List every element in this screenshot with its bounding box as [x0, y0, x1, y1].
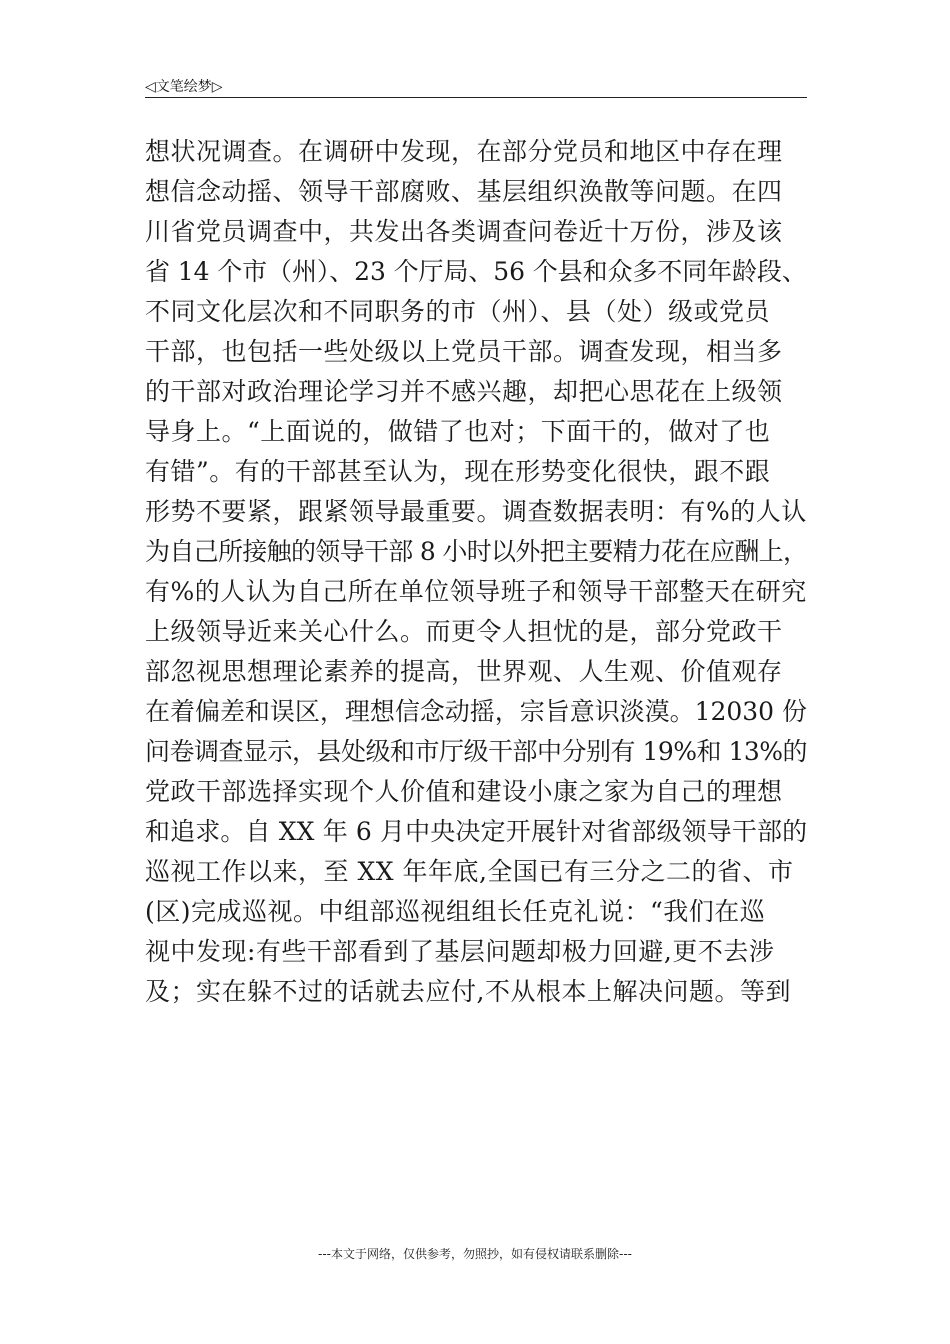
- text-line: 想状况调查。在调研中发现，在部分党员和地区中存在理: [145, 137, 783, 166]
- text-line: 干部，也包括一些处级以上党员干部。调查发现，相当多: [145, 337, 783, 366]
- text-line: 和追求。自 XX 年 6 月中央决定开展针对省部级领导干部的: [145, 817, 808, 846]
- text-line: 导身上。“上面说的，做错了也对；下面干的，做对了也: [145, 417, 771, 446]
- text-line: 在着偏差和误区，理想信念动摇，宗旨意识淡漠。12030 份: [145, 697, 807, 726]
- page-header: [145, 76, 807, 96]
- text-line: 想信念动摇、领导干部腐败、基层组织涣散等问题。在四: [145, 177, 783, 206]
- text-line: 有%的人认为自己所在单位领导班子和领导干部整天在研究: [145, 577, 807, 606]
- text-line: 问卷调查显示，县处级和市厅级干部中分别有 19%和 13%的: [145, 737, 808, 766]
- text-line: 有错”。有的干部甚至认为，现在形势变化很快，跟不跟: [145, 457, 771, 486]
- text-line: (区)完成巡视。中组部巡视组组长任克礼说：“我们在巡: [145, 897, 766, 926]
- document-body: [145, 132, 807, 1012]
- text-line: 视中发现:有些干部看到了基层问题却极力回避,更不去涉: [145, 937, 775, 966]
- page-footer: ---本文于网络，仅供参考，勿照抄，如有侵权请联系删除---: [318, 1247, 632, 1261]
- text-line: 巡视工作以来，至 XX 年年底,全国已有三分之二的省、市: [145, 857, 794, 886]
- text-line: 党政干部选择实现个人价值和建设小康之家为自己的理想: [145, 777, 783, 806]
- text-line: 的干部对政治理论学习并不感兴趣，却把心思花在上级领: [145, 377, 783, 406]
- text-line: 为自己所接触的领导干部 8 小时以外把主要精力花在应酬上，: [145, 537, 808, 566]
- header-title: ◁文笔绘梦▷: [145, 79, 223, 95]
- header-divider: [145, 97, 807, 98]
- text-line: 省 14 个市（州）、23 个厅局、56 个县和众多不同年龄段、: [145, 257, 807, 286]
- text-line: 上级领导近来关心什么。而更令人担忧的是，部分党政干: [145, 617, 783, 646]
- text-line: 及；实在躲不过的话就去应付,不从根本上解决问题。等到: [145, 977, 791, 1006]
- text-line: 不同文化层次和不同职务的市（州）、县（处）级或党员: [145, 297, 771, 326]
- text-line: 川省党员调查中，共发出各类调查问卷近十万份，涉及该: [145, 217, 783, 246]
- text-line: 形势不要紧，跟紧领导最重要。调查数据表明：有%的人认: [145, 497, 807, 526]
- text-line: 部忽视思想理论素养的提高，世界观、人生观、价值观存: [145, 657, 783, 686]
